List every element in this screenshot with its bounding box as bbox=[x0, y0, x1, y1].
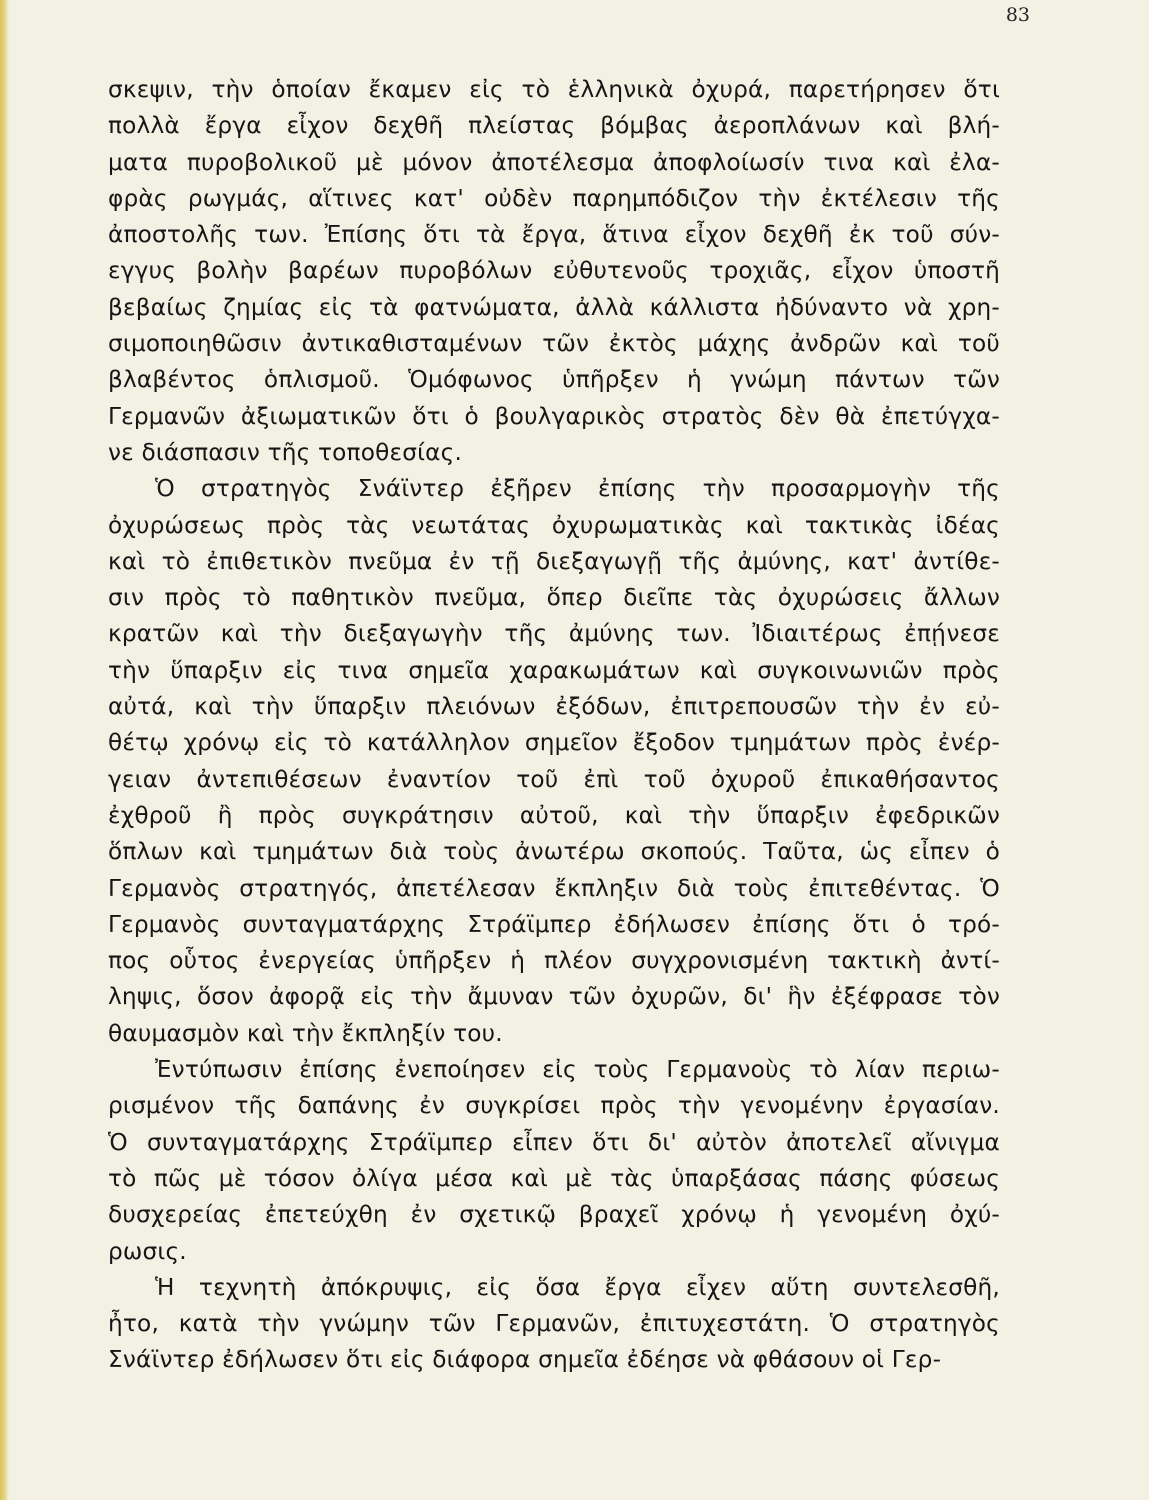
text-line: θέτῳ χρόνῳ εἰς τὸ κατάλληλον σημεῖον ἔξοδον τμημάτων πρὸς ἐνέρ- bbox=[108, 729, 1000, 757]
text-line: καὶ τὸ ἐπιθετικὸν πνεῦμα ἐν τῇ διεξαγωγῇ τῆς ἀμύνης, κατ' ἀντίθε- bbox=[108, 547, 1000, 575]
text-line: σιμοποιηθῶσιν ἀντικαθισταμένων τῶν ἐκτὸς μάχης ἀνδρῶν καὶ τοῦ bbox=[108, 330, 1000, 358]
text-line: πολλὰ ἔργα εἶχον δεχθῆ πλείστας βόμβας ἀεροπλάνων καὶ βλή- bbox=[108, 112, 1000, 140]
text-line: Ὁ συνταγματάρχης Στράϊμπερ εἶπεν ὅτι δι' αὐτὸν ἀποτελεῖ αἴνιγμα bbox=[108, 1128, 1000, 1156]
text-line: ρωσις. bbox=[108, 1237, 187, 1265]
text-line: αὐτά, καὶ τὴν ὕπαρξιν πλειόνων ἐξόδων, ἐπιτρεπουσῶν τὴν ἐν εὐ- bbox=[108, 693, 1000, 721]
text-line: πος οὗτος ἐνεργείας ὑπῆρξεν ἡ πλέον συγχρονισμένη τακτικὴ ἀντί- bbox=[108, 947, 1000, 975]
text-line: βεβαίως ζημίας εἰς τὰ φατνώματα, ἀλλὰ κάλλιστα ἠδύναντο νὰ χρη- bbox=[108, 293, 1000, 321]
page-number: 83 bbox=[1005, 4, 1030, 26]
text-line: τὸ πῶς μὲ τόσον ὀλίγα μέσα καὶ μὲ τὰς ὑπαρξάσας πάσης φύσεως bbox=[108, 1164, 1000, 1192]
text-line: τὴν ὕπαρξιν εἰς τινα σημεῖα χαρακωμάτων καὶ συγκοινωνιῶν πρὸς bbox=[108, 656, 1000, 684]
paragraph bbox=[108, 471, 1000, 1052]
text-line: ληψις, ὅσον ἀφορᾷ εἰς τὴν ἄμυναν τῶν ὀχυρῶν, δι' ἣν ἐξέφρασε τὸν bbox=[108, 983, 1000, 1011]
text-line: Ἡ τεχνητὴ ἀπόκρυψις, εἰς ὅσα ἔργα εἶχεν αὕτη συντελεσθῆ, bbox=[155, 1273, 1000, 1301]
text-line: ὀχυρώσεως πρὸς τὰς νεωτάτας ὀχυρωματικὰς καὶ τακτικὰς ἰδέας bbox=[108, 511, 1000, 539]
body-text bbox=[108, 72, 1000, 1379]
text-line: δυσχερείας ἐπετεύχθη ἐν σχετικῷ βραχεῖ χρόνῳ ἡ γενομένη ὀχύ- bbox=[108, 1201, 1000, 1229]
text-line: εγγυς βολὴν βαρέων πυροβόλων εὐθυτενοῦς τροχιᾶς, εἶχον ὑποστῆ bbox=[108, 257, 1000, 285]
paragraph bbox=[108, 72, 1000, 471]
paragraph bbox=[108, 1270, 1000, 1379]
text-line: φρὰς ρωγμάς, αἵτινες κατ' οὐδὲν παρημπόδιζον τὴν ἐκτέλεσιν τῆς bbox=[108, 184, 1000, 212]
text-line: ἦτο, κατὰ τὴν γνώμην τῶν Γερμανῶν, ἐπιτυχεστάτη. Ὁ στρατηγὸς bbox=[108, 1310, 1000, 1338]
text-line: σιν πρὸς τὸ παθητικὸν πνεῦμα, ὅπερ διεῖπε τὰς ὀχυρώσεις ἄλλων bbox=[108, 584, 1000, 612]
text-line: Γερμανῶν ἀξιωματικῶν ὅτι ὁ βουλγαρικὸς στρατὸς δὲν θὰ ἐπετύγχα- bbox=[108, 402, 1000, 430]
text-line: Σνάϊντερ ἐδήλωσεν ὅτι εἰς διάφορα σημεῖα ἐδέησε νὰ φθάσουν οἱ Γερ- bbox=[108, 1346, 942, 1374]
text-line: ἀποστολῆς των. Ἐπίσης ὅτι τὰ ἔργα, ἅτινα εἶχον δεχθῆ ἐκ τοῦ σύν- bbox=[108, 221, 1000, 249]
text-line: ὅπλων καὶ τμημάτων διὰ τοὺς ἀνωτέρω σκοπούς. Ταῦτα, ὡς εἶπεν ὁ bbox=[108, 838, 1000, 866]
text-line: Γερμανὸς στρατηγός, ἀπετέλεσαν ἔκπληξιν διὰ τοὺς ἐπιτεθέντας. Ὁ bbox=[108, 874, 1000, 902]
text-line: Γερμανὸς συνταγματάρχης Στράϊμπερ ἐδήλωσεν ἐπίσης ὅτι ὁ τρό- bbox=[108, 910, 1000, 938]
text-line: κρατῶν καὶ τὴν διεξαγωγὴν τῆς ἀμύνης των. Ἰδιαιτέρως ἐπῄνεσε bbox=[108, 620, 1000, 648]
text-line: βλαβέντος ὁπλισμοῦ. Ὁμόφωνος ὑπῆρξεν ἡ γνώμη πάντων τῶν bbox=[108, 366, 1000, 394]
paragraph bbox=[108, 1052, 1000, 1270]
text-line: ρισμένον τῆς δαπάνης ἐν συγκρίσει πρὸς τὴν γενομένην ἐργασίαν. bbox=[108, 1092, 1000, 1120]
text-line: γειαν ἀντεπιθέσεων ἐναντίον τοῦ ἐπὶ τοῦ ὀχυροῦ ἐπικαθήσαντος bbox=[108, 765, 1000, 793]
text-line: ματα πυροβολικοῦ μὲ μόνον ἀποτέλεσμα ἀποφλοίωσίν τινα καὶ ἐλα- bbox=[108, 148, 1000, 176]
text-line: νε διάσπασιν τῆς τοποθεσίας. bbox=[108, 438, 463, 466]
text-line: Ὁ στρατηγὸς Σνάϊντερ ἐξῆρεν ἐπίσης τὴν προσαρμογὴν τῆς bbox=[155, 475, 1000, 503]
text-line: θαυμασμὸν καὶ τὴν ἔκπληξίν του. bbox=[108, 1019, 503, 1047]
text-line: σκεψιν, τὴν ὁποίαν ἔκαμεν εἰς τὸ ἑλληνικὰ ὀχυρά, παρετήρησεν ὅτι bbox=[108, 76, 1000, 103]
text-line: Ἐντύπωσιν ἐπίσης ἐνεποίησεν εἰς τοὺς Γερμανοὺς τὸ λίαν περιω- bbox=[155, 1056, 1000, 1084]
page-binding-edge bbox=[0, 0, 9, 1500]
text-line: ἐχθροῦ ἢ πρὸς συγκράτησιν αὐτοῦ, καὶ τὴν ὕπαρξιν ἐφεδρικῶν bbox=[108, 801, 1000, 829]
